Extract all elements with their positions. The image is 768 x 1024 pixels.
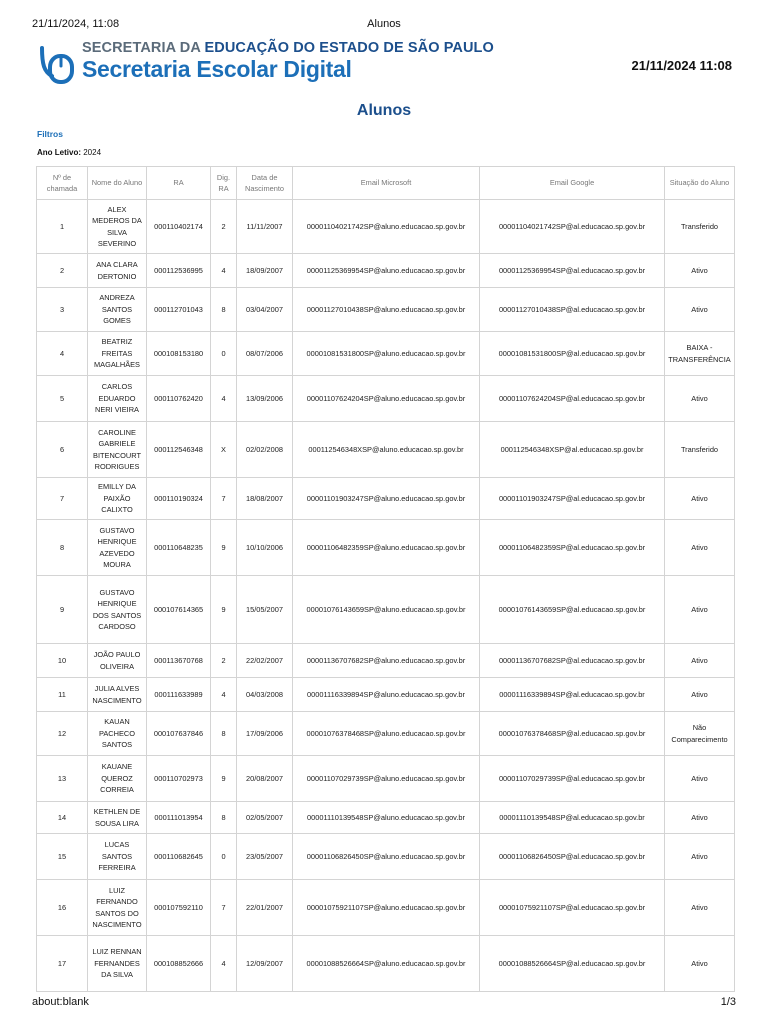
table-cell: X [211, 422, 237, 478]
table-cell: Ativo [665, 802, 735, 834]
table-cell: BAIXA - TRANSFERÊNCIA [665, 332, 735, 376]
table-cell: 00001106826450SP@al.educacao.sp.gov.br [480, 834, 665, 880]
table-cell: 17/09/2006 [237, 712, 293, 756]
table-cell: 16 [37, 880, 88, 936]
students-table [36, 166, 735, 992]
table-cell: 000110682645 [147, 834, 211, 880]
column-header: Email Microsoft [293, 167, 480, 200]
column-header: Nº de chamada [37, 167, 88, 200]
table-cell: 18/08/2007 [237, 478, 293, 520]
table-cell: 00001107624204SP@al.educacao.sp.gov.br [480, 376, 665, 422]
table-cell: 000111013954 [147, 802, 211, 834]
filters-link[interactable]: Filtros [37, 129, 63, 139]
table-cell: ANA CLARA DERTONIO [88, 254, 147, 288]
table-row [37, 200, 735, 254]
table-cell: 000110648235 [147, 520, 211, 576]
table-cell: 15 [37, 834, 88, 880]
table-row [37, 478, 735, 520]
table-cell: 00001076143659SP@al.educacao.sp.gov.br [480, 576, 665, 644]
print-footer [32, 996, 736, 1010]
table-cell: 00001106482359SP@aluno.educacao.sp.gov.br [293, 520, 480, 576]
table-cell: 8 [37, 520, 88, 576]
table-cell: Ativo [665, 936, 735, 992]
table-cell: 00001075921107SP@al.educacao.sp.gov.br [480, 880, 665, 936]
table-cell: JULIA ALVES NASCIMENTO [88, 678, 147, 712]
table-cell: 00001076378468SP@aluno.educacao.sp.gov.br [293, 712, 480, 756]
table-cell: Ativo [665, 880, 735, 936]
table-cell: 2 [211, 644, 237, 678]
table-cell: 8 [211, 712, 237, 756]
table-cell: 00001107624204SP@aluno.educacao.sp.gov.br [293, 376, 480, 422]
table-cell: KAUAN PACHECO SANTOS [88, 712, 147, 756]
table-cell: 4 [211, 936, 237, 992]
table-row [37, 644, 735, 678]
secretaria-logo [38, 38, 494, 86]
table-cell: 000107614365 [147, 576, 211, 644]
column-header: Nome do Aluno [88, 167, 147, 200]
table-cell: 00001125369954SP@al.educacao.sp.gov.br [480, 254, 665, 288]
table-cell: 13/09/2006 [237, 376, 293, 422]
table-cell: CAROLINE GABRIELE BITENCOURT RODRIGUES [88, 422, 147, 478]
table-cell: Ativo [665, 576, 735, 644]
table-cell: Ativo [665, 834, 735, 880]
table-cell: 12/09/2007 [237, 936, 293, 992]
print-header [32, 18, 736, 32]
table-cell: KETHLEN DE SOUSA LIRA [88, 802, 147, 834]
table-cell: 00001106826450SP@aluno.educacao.sp.gov.br [293, 834, 480, 880]
table-cell: Ativo [665, 254, 735, 288]
table-cell: 000108852666 [147, 936, 211, 992]
table-cell: 00001088526664SP@al.educacao.sp.gov.br [480, 936, 665, 992]
table-cell: 15/05/2007 [237, 576, 293, 644]
table-cell: 000110702973 [147, 756, 211, 802]
print-title: Alunos [367, 18, 401, 30]
table-cell: 000108153180 [147, 332, 211, 376]
table-cell: ALEX MEDEROS DA SILVA SEVERINO [88, 200, 147, 254]
table-cell: 000110402174 [147, 200, 211, 254]
table-cell: 000112546348 [147, 422, 211, 478]
table-row [37, 576, 735, 644]
table-header-row [37, 167, 735, 200]
table-cell: Transferido [665, 200, 735, 254]
table-cell: 000112546348XSP@al.educacao.sp.gov.br [480, 422, 665, 478]
table-cell: 7 [211, 478, 237, 520]
page-title: Alunos [356, 102, 412, 119]
table-cell: 00001127010438SP@al.educacao.sp.gov.br [480, 288, 665, 332]
table-cell: ANDREZA SANTOS GOMES [88, 288, 147, 332]
table-cell: Ativo [665, 678, 735, 712]
table-cell: 000113670768 [147, 644, 211, 678]
table-cell: 00001116339894SP@aluno.educacao.sp.gov.br [293, 678, 480, 712]
table-cell: 00001101903247SP@al.educacao.sp.gov.br [480, 478, 665, 520]
table-cell: 11 [37, 678, 88, 712]
print-url: about:blank [32, 996, 89, 1008]
table-cell: Ativo [665, 376, 735, 422]
table-row [37, 376, 735, 422]
table-row [37, 288, 735, 332]
table-row [37, 756, 735, 802]
table-cell: 00001107029739SP@al.educacao.sp.gov.br [480, 756, 665, 802]
table-cell: 7 [37, 478, 88, 520]
table-cell: 13 [37, 756, 88, 802]
table-cell: 8 [211, 802, 237, 834]
table-cell: 4 [211, 678, 237, 712]
table-cell: LUIZ FERNANDO SANTOS DO NASCIMENTO [88, 880, 147, 936]
table-cell: Ativo [665, 756, 735, 802]
table-row [37, 936, 735, 992]
mouse-logo-icon [38, 42, 78, 84]
table-row [37, 332, 735, 376]
table-cell: 0 [211, 332, 237, 376]
table-cell: LUIZ RENNAN FERNANDES DA SILVA [88, 936, 147, 992]
table-cell: Transferido [665, 422, 735, 478]
table-cell: Ativo [665, 288, 735, 332]
table-cell: 10 [37, 644, 88, 678]
table-cell: 5 [37, 376, 88, 422]
print-datetime: 21/11/2024, 11:08 [32, 18, 120, 30]
table-row [37, 422, 735, 478]
table-cell: 4 [211, 254, 237, 288]
table-cell: 02/02/2008 [237, 422, 293, 478]
table-cell: 08/07/2006 [237, 332, 293, 376]
table-cell: 000112701043 [147, 288, 211, 332]
table-row [37, 520, 735, 576]
table-cell: 23/05/2007 [237, 834, 293, 880]
table-cell: EMILLY DA PAIXÃO CALIXTO [88, 478, 147, 520]
table-body [37, 200, 735, 992]
table-cell: 000112536995 [147, 254, 211, 288]
brand-line-1: SECRETARIA DA EDUCAÇÃO DO ESTADO DE SÃO PAULO [82, 40, 494, 56]
brand-line-2: Secretaria Escolar Digital [82, 56, 352, 82]
table-cell: 00001125369954SP@aluno.educacao.sp.gov.br [293, 254, 480, 288]
table-cell: 22/02/2007 [237, 644, 293, 678]
table-cell: 00001127010438SP@aluno.educacao.sp.gov.br [293, 288, 480, 332]
column-header: Data de Nascimento [237, 167, 293, 200]
table-cell: 2 [37, 254, 88, 288]
table-cell: 9 [37, 576, 88, 644]
table-cell: 9 [211, 520, 237, 576]
table-cell: 7 [211, 880, 237, 936]
column-header: RA [147, 167, 211, 200]
table-cell: 00001116339894SP@al.educacao.sp.gov.br [480, 678, 665, 712]
table-row [37, 712, 735, 756]
table-cell: 00001088526664SP@aluno.educacao.sp.gov.br [293, 936, 480, 992]
table-cell: 02/05/2007 [237, 802, 293, 834]
table-cell: 000111633989 [147, 678, 211, 712]
table-cell: 000110762420 [147, 376, 211, 422]
table-row [37, 880, 735, 936]
table-cell: BEATRIZ FREITAS MAGALHÃES [88, 332, 147, 376]
table-cell: 14 [37, 802, 88, 834]
table-cell: 00001081531800SP@al.educacao.sp.gov.br [480, 332, 665, 376]
table-cell: 1 [37, 200, 88, 254]
table-cell: 2 [211, 200, 237, 254]
table-cell: KAUANE QUEROZ CORREIA [88, 756, 147, 802]
table-cell: 00001106482359SP@al.educacao.sp.gov.br [480, 520, 665, 576]
table-cell: Ativo [665, 478, 735, 520]
table-cell: 00001136707682SP@aluno.educacao.sp.gov.br [293, 644, 480, 678]
table-cell: 10/10/2006 [237, 520, 293, 576]
column-header: Email Google [480, 167, 665, 200]
table-cell: 00001081531800SP@aluno.educacao.sp.gov.br [293, 332, 480, 376]
school-year: Ano Letivo: 2024 [37, 148, 102, 157]
table-cell: 00001076143659SP@aluno.educacao.sp.gov.br [293, 576, 480, 644]
table-cell: 00001076378468SP@al.educacao.sp.gov.br [480, 712, 665, 756]
table-cell: 9 [211, 756, 237, 802]
table-cell: 22/01/2007 [237, 880, 293, 936]
table-cell: 8 [211, 288, 237, 332]
table-cell: 6 [37, 422, 88, 478]
table-cell: 20/08/2007 [237, 756, 293, 802]
table-cell: 00001075921107SP@aluno.educacao.sp.gov.br [293, 880, 480, 936]
table-cell: 000107592110 [147, 880, 211, 936]
table-cell: 000110190324 [147, 478, 211, 520]
table-row [37, 678, 735, 712]
table-cell: 18/09/2007 [237, 254, 293, 288]
table-cell: GUSTAVO HENRIQUE AZEVEDO MOURA [88, 520, 147, 576]
table-cell: JOÃO PAULO OLIVEIRA [88, 644, 147, 678]
table-cell: 4 [211, 376, 237, 422]
table-cell: 00001110139548SP@aluno.educacao.sp.gov.br [293, 802, 480, 834]
table-row [37, 802, 735, 834]
table-cell: 3 [37, 288, 88, 332]
table-cell: 4 [37, 332, 88, 376]
table-cell: GUSTAVO HENRIQUE DOS SANTOS CARDOSO [88, 576, 147, 644]
table-cell: 9 [211, 576, 237, 644]
page-number: 1/3 [720, 996, 736, 1008]
header-datetime: 21/11/2024 11:08 [631, 58, 732, 73]
table-cell: 04/03/2008 [237, 678, 293, 712]
table-cell: 17 [37, 936, 88, 992]
table-cell: 00001136707682SP@al.educacao.sp.gov.br [480, 644, 665, 678]
table-cell: Ativo [665, 520, 735, 576]
table-cell: 11/11/2007 [237, 200, 293, 254]
column-header: Situação do Aluno [665, 167, 735, 200]
table-cell: 000107637846 [147, 712, 211, 756]
table-cell: 00001107029739SP@aluno.educacao.sp.gov.br [293, 756, 480, 802]
table-cell: 00001104021742SP@al.educacao.sp.gov.br [480, 200, 665, 254]
table-cell: 00001101903247SP@aluno.educacao.sp.gov.br [293, 478, 480, 520]
table-row [37, 834, 735, 880]
table-cell: 00001104021742SP@aluno.educacao.sp.gov.br [293, 200, 480, 254]
table-cell: 03/04/2007 [237, 288, 293, 332]
table-cell: CARLOS EDUARDO NERI VIEIRA [88, 376, 147, 422]
table-cell: 12 [37, 712, 88, 756]
table-cell: 000112546348XSP@aluno.educacao.sp.gov.br [293, 422, 480, 478]
table-cell: Ativo [665, 644, 735, 678]
table-cell: LUCAS SANTOS FERREIRA [88, 834, 147, 880]
table-cell: Não Comparecimento [665, 712, 735, 756]
column-header: Dig. RA [211, 167, 237, 200]
table-row [37, 254, 735, 288]
table-cell: 0 [211, 834, 237, 880]
table-cell: 00001110139548SP@al.educacao.sp.gov.br [480, 802, 665, 834]
